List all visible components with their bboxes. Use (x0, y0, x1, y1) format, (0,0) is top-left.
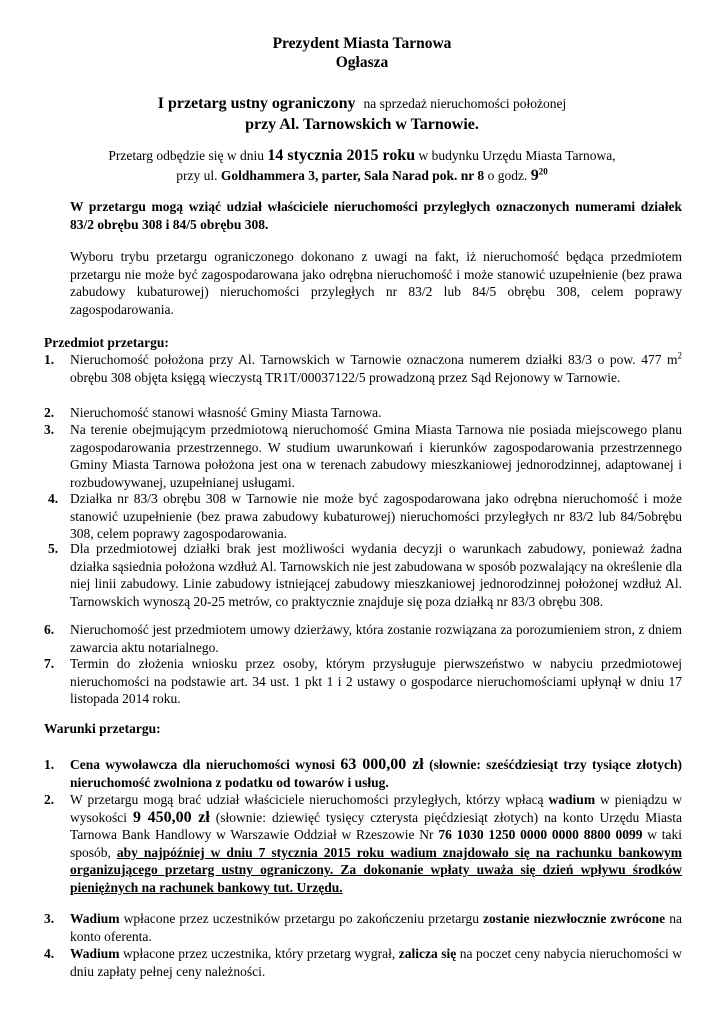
justification-paragraph: Wyboru trybu przetargu ograniczonego dokonano z uwagi na fakt, iż nieruchomość będąca przedmiotem przetargu nie może być zagospodarowana jako odrębna nieruchomość i może stanowić uzupełnienie (bez prawa zabudowy kubaturowej) nieruchomości przyległych nr 83/2 lub 84/5 obrębu 308, celem poprawy zagospodarowania. (70, 249, 682, 317)
condition-item-4: 4. Wadium wpłacone przez uczestnika, który przetarg wygrał, zalicza się na poczet ceny nabycia nieruchomości w dniu zapłaty pełnej ceny należności. (44, 946, 683, 979)
deposit-deadline-note: aby najpóźniej w dniu 7 stycznia 2015 roku wadium znajdowało się na rachunku bankowym organizującego przetarg ustny ograniczony. Za dokonanie wpłaty uważa się dzień wpływu środków pieniężnych na rachunek bankowy tut. Urzędu. (70, 844, 682, 895)
document-header (0, 34, 724, 72)
starting-price: 63 000,00 zł (340, 756, 424, 773)
tender-date: 14 stycznia 2015 roku (267, 147, 416, 164)
condition-item-3: 3. Wadium wpłacone przez uczestników przetargu po zakończeniu przetargu zostanie niezwłocznie zwrócone na konto oferenta. (44, 911, 682, 944)
deposit-amount: 9 450,00 zł (133, 808, 210, 826)
condition-item-1: 1. Cena wywoławcza dla nieruchomości wynosi 63 000,00 zł (słownie: sześćdziesiąt trzy tysiące złotych) nieruchomość zwolniona z podatku od towarów i usług. (44, 756, 683, 790)
tender-location: przy Al. Tarnowskich w Tarnowie. (245, 116, 479, 133)
subject-item-4: 4. Działka nr 83/3 obrębu 308 w Tarnowie nie może być zagospodarowana jako odrębna nieruchomość i może stanowić uzupełnienie (bez prawa zabudowy kubaturowej) nieruchomości przyległych nr 83/2 lub 84/5obrębu 308, celem poprawy zagospodarowania. (48, 491, 682, 541)
subject-item-3: 3. Na terenie obejmującym przedmiotową nieruchomość Gmina Miasta Tarnowa nie posiada miejscowego planu zagospodarowania przestrzennego. W studium uwarunkowań i kierunków zagospodarowania przestrzennego Gminy Miasta Tarnowa położona jest ona w terenach zabudowy mieszkaniowej jednorodzinnej, adaptowanej i rozbudowywanej, uzupełnianej usługami. (44, 422, 682, 490)
announcement-verb: Ogłasza (335, 54, 389, 71)
subject-item-2: 2. Nieruchomość stanowi własność Gminy Miasta Tarnowa. (44, 405, 382, 420)
eligibility-paragraph: W przetargu mogą wziąć udział właściciele nieruchomości przyległych oznaczonych numerami działek 83/2 obrębu 308 i 84/5 obrębu 308. (70, 199, 682, 232)
subject-item-7: 7. Termin do złożenia wniosku przez osoby, którym przysługuje pierwszeństwo w nabyciu przedmiotowej nieruchomości na podstawie art. 34 ust. 1 pkt 1 i 2 ustawy o gospodarce nieruchomościami upłynął w dniu 17 listopada 2014 roku. (44, 656, 682, 706)
tender-title (0, 93, 724, 135)
tender-address: Goldhammera 3, parter, Sala Narad pok. nr 8 (220, 168, 485, 183)
tender-minutes: 20 (538, 166, 548, 177)
tender-subject: na sprzedaż nieruchomości położonej (363, 96, 567, 111)
subject-item-6: 6. Nieruchomość jest przedmiotem umowy dzierżawy, która zostanie rozwiązana za porozumieniem stron, z dniem zawarcia aktu notarialnego. (44, 622, 682, 655)
subject-heading: Przedmiot przetargu: (44, 335, 169, 350)
issuer-title: Prezydent Miasta Tarnowa (272, 35, 452, 52)
tender-hour: 9 (530, 167, 539, 184)
condition-item-2: 2. W przetargu mogą brać udział właściciele nieruchomości przyległych, którzy wpłacą wadium w pieniądzu w wysokości 9 450,00 zł (słownie: dziewięć tysięcy czterysta pięćdziesiąt złotych) na konto Urzędu Miasta Tarnowa Bank Handlowy w Warszawie Oddział w Rzeszowie Nr 76 1030 1250 0000 0000 8800 0099 w taki sposób, aby najpóźniej w dniu 7 stycznia 2015 roku wadium znajdowało się na rachunku bankowym organizującego przetarg ustny ograniczony. Za dokonanie wpłaty uważa się dzień wpływu środków pieniężnych na rachunek bankowy tut. Urzędu. (44, 792, 683, 895)
tender-date-place: Przetarg odbędzie się w dniu 14 stycznia 2015 roku w budynku Urzędu Miasta Tarnowa, przy ul. Goldhammera 3, parter, Sala Narad pok. nr 8 o godz. $9^{20}$ (108, 147, 616, 184)
tender-type: I przetarg ustny ograniczony (157, 95, 356, 112)
subject-item-1: 1. Nieruchomość położona przy Al. Tarnowskich w Tarnowie oznaczona numerem działki 83/3 o pow. 477 $m^2$ obrębu 308 objęta księgą wieczystą TR1T/00037122/5 prowadzoną przez Sąd Rejonowy w Tarnowie. (44, 350, 682, 385)
subject-item-5: 5. Dla przedmiotowej działki brak jest możliwości wydania decyzji o warunkach zabudowy, ponieważ żadna działka sąsiednia położona wzdłuż Al. Tarnowskich nie jest zabudowana w sposób pozwalający na określenie dla niej linii zabudowy. Linie zabudowy istniejącej zabudowy mieszkaniowej jednorodzinnej położonej wzdłuż Al. Tarnowskich wynoszą 20-25 metrów, co praktycznie znajduje się poza działką nr 83/3 obrębu 308. (48, 541, 682, 609)
conditions-heading: Warunki przetargu: (44, 721, 161, 736)
bank-account-number: 76 1030 1250 0000 0000 8800 0099 (438, 827, 643, 842)
